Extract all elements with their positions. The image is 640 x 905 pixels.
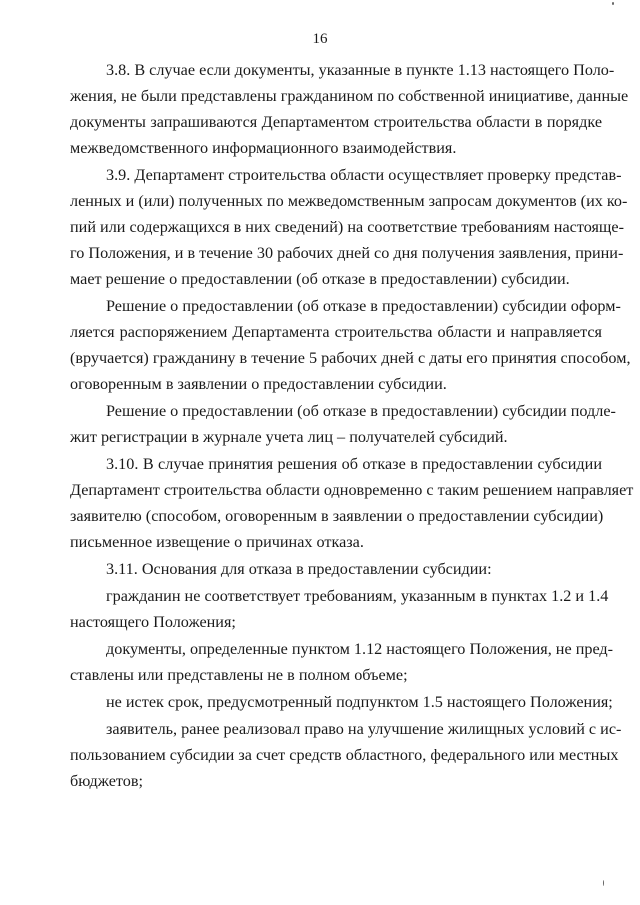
text-line: заявитель, ранее реализовал право на улучшение жилищных условий с ис- xyxy=(106,720,622,738)
text-line: ставлены или представлены не в полном объеме; xyxy=(70,666,408,684)
text-line: (вручается) гражданину в течение 5 рабочих дней с даты его принятия способом, xyxy=(70,349,631,367)
text-line: 3.8. В случае если документы, указанные в пункте 1.13 настоящего Поло- xyxy=(106,61,615,79)
text-line: ленных и (или) полученных по межведомственным запросам документов (их ко- xyxy=(70,192,628,210)
text-line: настоящего Положения; xyxy=(70,613,236,631)
text-line: жения, не были представлены гражданином по собственной инициативе, данные xyxy=(70,87,629,105)
text-line: Решение о предоставлении (об отказе в предоставлении) субсидии оформ- xyxy=(106,297,621,315)
text-line: пользованием субсидии за счет средств областного, федерального или местных xyxy=(70,746,619,764)
text-line: 3.11. Основания для отказа в предоставлении субсидии: xyxy=(106,560,492,578)
text-line: 3.10. В случае принятия решения об отказе в предоставлении субсидии xyxy=(106,455,602,473)
scan-speck xyxy=(612,2,614,5)
text-line: Решение о предоставлении (об отказе в предоставлении) субсидии подле- xyxy=(106,402,616,420)
text-line: заявителю (способом, оговоренным в заявлении о предоставлении субсидии) xyxy=(70,507,604,525)
text-line: гражданин не соответствует требованиям, указанным в пунктах 1.2 и 1.4 xyxy=(106,587,609,605)
text-line: го Положения, и в течение 30 рабочих дней со дня получения заявления, прини- xyxy=(70,244,624,262)
text-line: пий или содержащихся в них сведений) на соответствие требованиям настояще- xyxy=(70,218,624,236)
text-line: документы, определенные пунктом 1.12 настоящего Положения, не пред- xyxy=(106,640,614,658)
text-line: не истек срок, предусмотренный подпунктом 1.5 настоящего Положения; xyxy=(106,693,613,711)
text-line: жит регистрации в журнале учета лиц – получателей субсидий. xyxy=(70,428,508,446)
text-line: письменное извещение о причинах отказа. xyxy=(70,533,364,551)
text-line: 3.9. Департамент строительства области осуществляет проверку представ- xyxy=(106,166,622,184)
text-line: ляется распоряжением Департамента строительства области и направляется xyxy=(70,323,602,341)
text-line: бюджетов; xyxy=(70,772,143,790)
text-line: документы запрашиваются Департаментом строительства области в порядке xyxy=(70,113,602,131)
text-line: Департамент строительства области одновременно с таким решением направляет xyxy=(70,481,634,499)
text-line: межведомственного информационного взаимодействия. xyxy=(70,139,457,157)
text-line: оговоренным в заявлении о предоставлении субсидии. xyxy=(70,375,447,393)
text-line: мает решение о предоставлении (об отказе в предоставлении) субсидии. xyxy=(70,270,570,288)
page-number: 16 xyxy=(312,31,328,47)
scan-speck xyxy=(603,880,604,886)
